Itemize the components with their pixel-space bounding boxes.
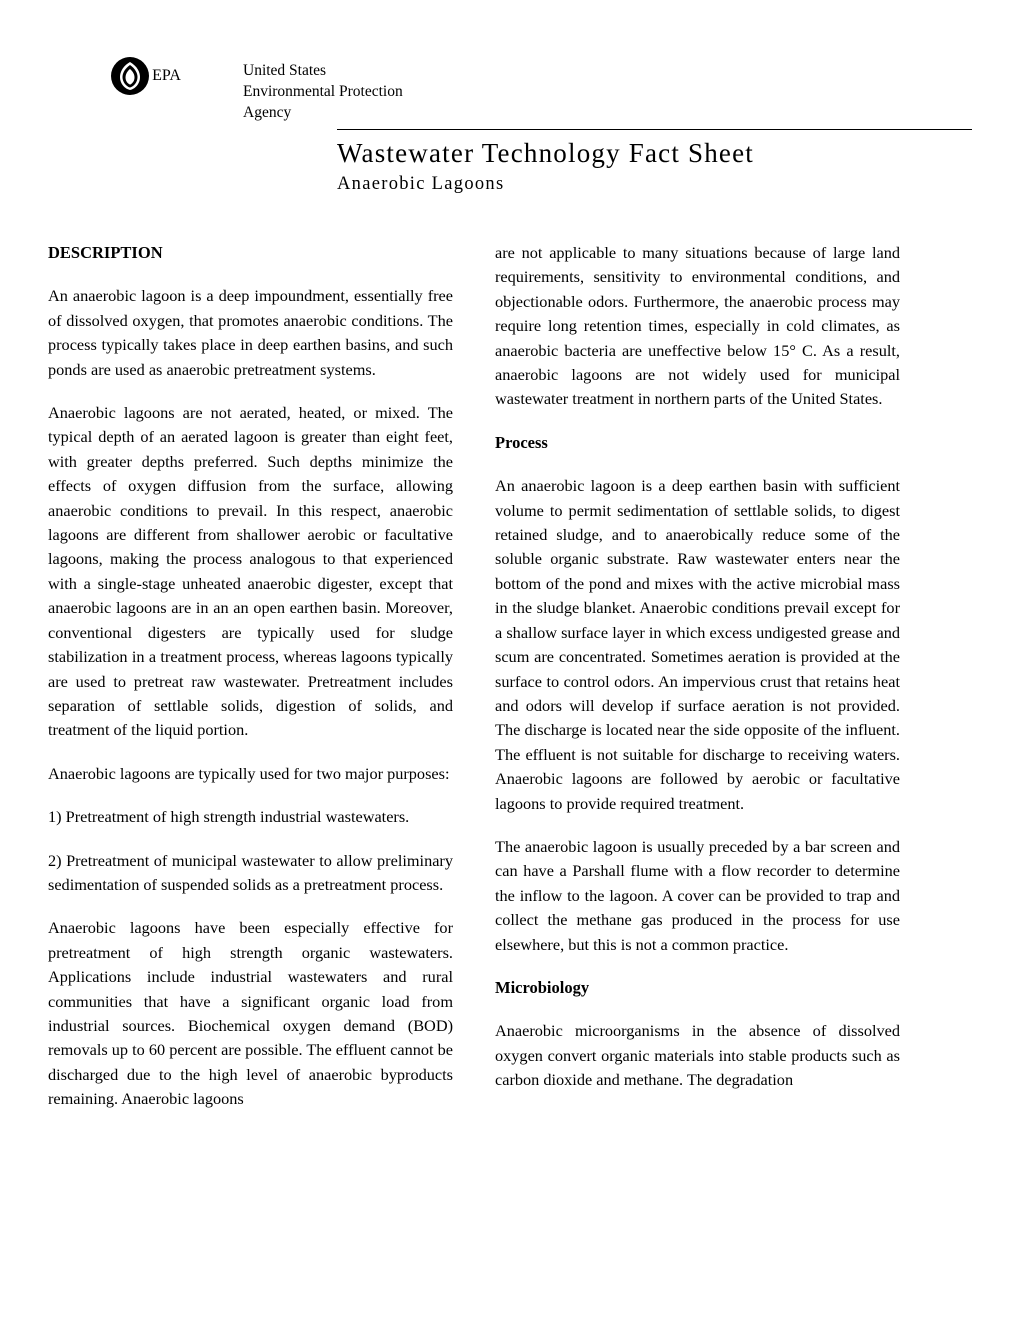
paragraph: 1) Pretreatment of high strength industrial wastewaters. (48, 807, 410, 827)
process-heading: Process (495, 432, 548, 452)
epa-logo (48, 52, 243, 96)
agency-line-2: Environmental Protection (243, 83, 403, 100)
paragraph: Anaerobic lagoons are typically used for two major purposes: (48, 763, 450, 783)
page-title: Wastewater Technology Fact Sheet (337, 138, 754, 168)
header-divider (337, 129, 972, 130)
agency-line-3: Agency (243, 104, 292, 121)
agency-name-block (243, 52, 972, 123)
header-top-row (48, 52, 972, 123)
microbiology-heading: Microbiology (495, 977, 590, 997)
paragraph: Anaerobic lagoons are not aerated, heated, or mixed. The typical depth of an aerated lagoon is greater than eight feet, with greater depths preferred. Such depths minimize the effects of oxygen diffusion from the surface, allowing anaerobic conditions to prevail. In this respect, anaerobic lagoons are different from shallower aerobic or facultative lagoons, making the process analogous to that experienced with a single-stage unheated anaerobic digester, except that anaerobic lagoons are in an an open earthen basin. Moreover, conventional digesters are typically used for sludge stabilization in a treatment process, whereas lagoons typically are used to pretreat raw wastewater. Pretreatment includes separation of settlable solids, digestion of solids, and treatment of the liquid portion. (48, 403, 453, 740)
description-heading: DESCRIPTION (48, 243, 163, 262)
paragraph: are not applicable to many situations because of large land requirements, sensitivity to environmental conditions, and objectionable odors. Furthermore, the anaerobic process may require long retention times, especially in cold climates, as anaerobic bacteria are uneffective below 15° C. As a result, anaerobic lagoons are not widely used for municipal wastewater treatment in northern parts of the United States. (495, 243, 900, 409)
paragraph: Anaerobic lagoons have been especially effective for pretreatment of high strength organic wastewaters. Applications include industrial wastewaters and rural communities that have a significant organic load from industrial sources. Biochemical oxygen demand (BOD) removals up to 60 percent are possible. The effluent cannot be discharged due to the high level of anaerobic byproducts remaining. Anaerobic lagoons (48, 918, 453, 1109)
agency-line-1: United States (243, 62, 327, 79)
epa-seal-icon (110, 56, 150, 96)
paragraph: An anaerobic lagoon is a deep impoundment, essentially free of dissolved oxygen, that promotes anaerobic conditions. The process typically takes place in deep earthen basins, and such ponds are used as anaerobic pretreatment systems. (48, 286, 453, 379)
page-subtitle: Anaerobic Lagoons (337, 174, 505, 194)
paragraph: An anaerobic lagoon is a deep earthen basin with sufficient volume to permit sedimentation of settlable solids, to digest retained sludge, and to anaerobically reduce some of the soluble organic substrate. Raw wastewater enters near the bottom of the pond and mixes with the active microbial mass in the sludge blanket. Anaerobic conditions prevail except for a shallow surface layer in which excess undigested grease and scum are concentrated. Sometimes aeration is provided at the surface to control odors. An impervious crust that retains heat and odors will develop if surface aeration is not provided. The discharge is located near the side opposite of the influent. The effluent is not suitable for discharge to receiving waters. Anaerobic lagoons are followed by aerobic or facultative lagoons to provide required treatment. (495, 476, 900, 813)
left-column (48, 241, 453, 1112)
body-columns (48, 241, 972, 1112)
epa-logo-text: EPA (152, 67, 181, 84)
paragraph: Anaerobic microorganisms in the absence of dissolved oxygen convert organic materials into stable products such as carbon dioxide and methane. The degradation (495, 1021, 900, 1090)
right-column (495, 241, 900, 1112)
paragraph: The anaerobic lagoon is usually preceded by a bar screen and can have a Parshall flume with a flow recorder to determine the inflow to the lagoon. A cover can be provided to trap and collect the methane gas produced in the process for use elsewhere, but this is not a common practice. (495, 836, 900, 954)
paragraph: 2) Pretreatment of municipal wastewater to allow preliminary sedimentation of suspended solids as a pretreatment process. (48, 850, 453, 894)
document-header (0, 0, 1020, 195)
